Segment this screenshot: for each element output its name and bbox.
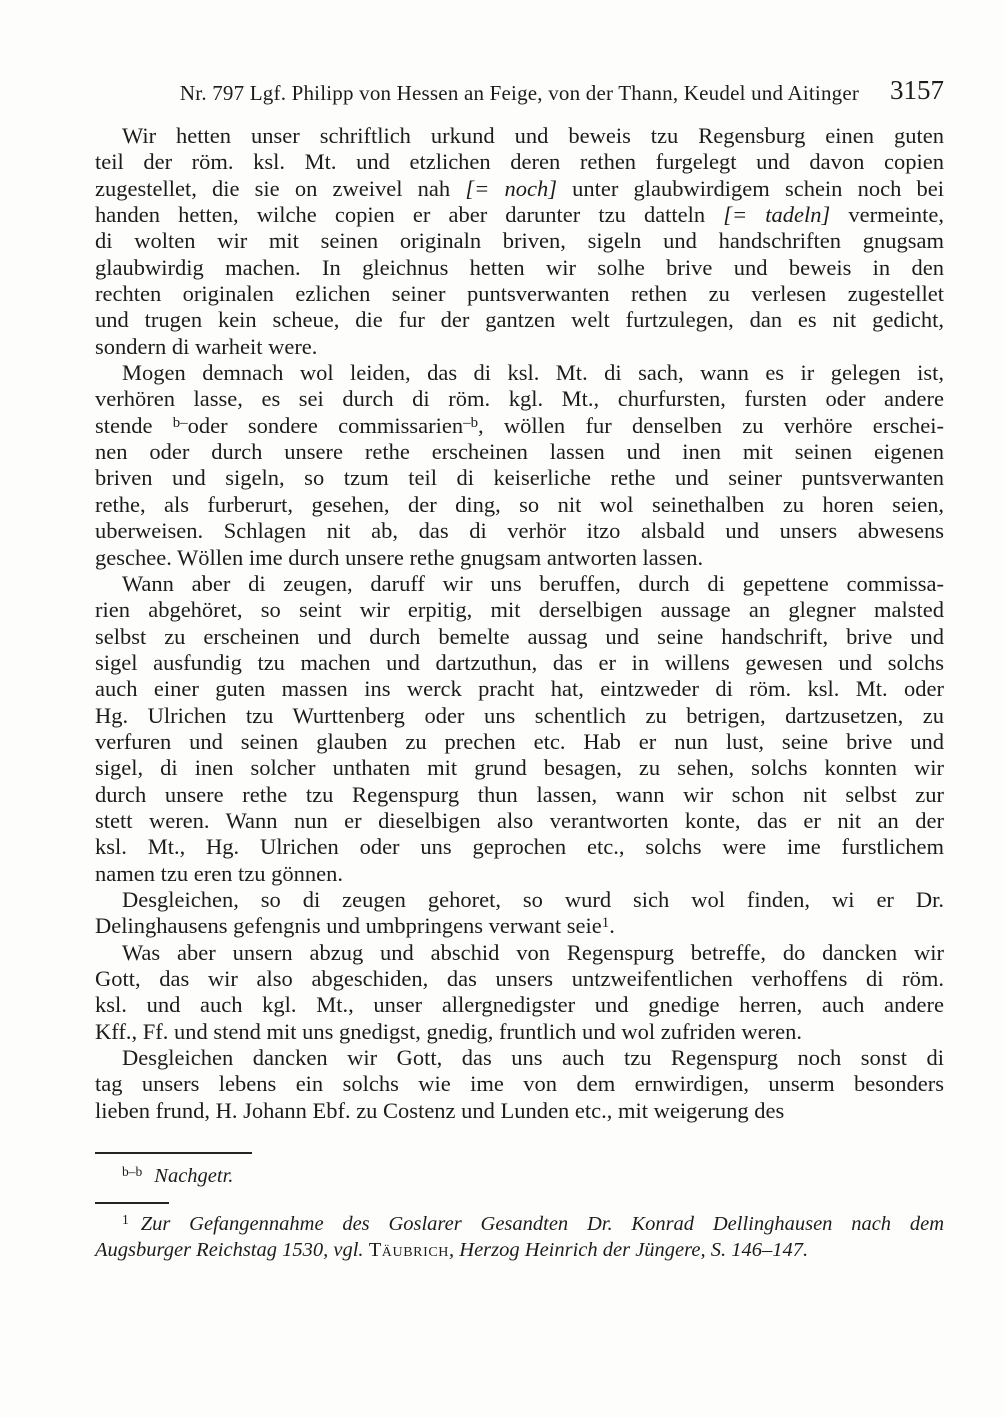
text-line bbox=[95, 861, 944, 887]
text-line bbox=[95, 624, 944, 650]
text-line bbox=[95, 123, 944, 149]
text-line bbox=[95, 992, 944, 1018]
text-segment: Desgleichen dancken wir Gott, das uns auch tzu Regenspurg noch sonst di bbox=[122, 1045, 944, 1071]
text-segment: sondern di warheit were. bbox=[95, 333, 318, 359]
text-segment: Desgleichen, so di zeugen gehoret, so wurd sich wol finden, wi er Dr. bbox=[122, 886, 944, 912]
text-line bbox=[95, 307, 944, 333]
text-segment: [= tadeln] bbox=[723, 202, 831, 228]
text-line bbox=[95, 1098, 944, 1124]
text-segment: , Herzog Heinrich der Jüngere, S. 146–147. bbox=[449, 1239, 809, 1261]
text-line bbox=[95, 518, 944, 544]
text-line bbox=[95, 386, 944, 412]
text-line bbox=[95, 360, 944, 386]
text-segment: handen hetten, wilche copien er aber darunter tzu datteln bbox=[95, 202, 724, 228]
text-line bbox=[95, 913, 944, 939]
paragraph bbox=[95, 360, 944, 571]
text-segment: ksl. und auch kgl. Mt., unser allergnedigster und gnedige herren, auch andere bbox=[95, 992, 944, 1018]
text-segment: selbst zu erscheinen und durch bemelte aussag und seine handschrift, brive und bbox=[95, 623, 944, 649]
footnote-marker: b–b bbox=[122, 1164, 143, 1180]
text-segment: ksl. Mt., Hg. Ulrichen oder uns geprochen etc., solchs were ime furstlichem bbox=[95, 834, 944, 860]
text-segment: stende bbox=[95, 412, 173, 438]
text-segment: zugestellet, die sie on zweivel nah bbox=[95, 175, 466, 201]
text-segment: uberweisen. Schlagen nit ab, das di verhör itzo alsbald und unsers abwesens bbox=[95, 518, 944, 544]
text-segment: Gott, das wir also abgeschiden, das unsers untzweifentlichen verhoffens di röm. bbox=[95, 966, 944, 991]
text-segment: oder sondere commissarien bbox=[187, 412, 464, 438]
text-segment: , wöllen fur denselben zu verhöre erschei- bbox=[478, 412, 945, 438]
text-segment: briven und sigeln, so tzum teil di keiserliche rethe und seiner puntsverwanten bbox=[95, 465, 944, 491]
footnote-marker: 1 bbox=[601, 915, 610, 932]
text-line bbox=[95, 255, 944, 281]
text-line bbox=[95, 1045, 944, 1071]
text-segment: Hg. Ulrichen tzu Wurttenberg oder uns schentlich zu betrigen, dartzusetzen, zu bbox=[95, 702, 944, 728]
text-segment: Mogen demnach wol leiden, das di ksl. Mt. di sach, wann es ir gelegen ist, bbox=[122, 360, 944, 386]
text-line bbox=[95, 281, 944, 307]
text-segment: stett weren. Wann nun er dieselbigen also verantworten konte, das er nit an der bbox=[95, 807, 944, 833]
paragraph bbox=[95, 123, 944, 360]
footnote-b bbox=[95, 1163, 944, 1189]
text-line bbox=[95, 1019, 944, 1045]
text-line bbox=[95, 887, 944, 913]
text-line bbox=[95, 1163, 944, 1189]
text-line bbox=[95, 676, 944, 702]
text-segment: teil der röm. ksl. Mt. und etzlichen deren rethen furgelegt und davon copien bbox=[95, 149, 944, 175]
page-number: 3157 bbox=[890, 75, 944, 105]
text-segment: Täubrich bbox=[368, 1239, 450, 1261]
text-segment: auch einer guten massen ins werck pracht hat, eintzweder di röm. ksl. Mt. oder bbox=[95, 676, 944, 702]
text-line bbox=[95, 650, 944, 676]
text-segment: . bbox=[609, 913, 615, 939]
text-segment: rethe, als furberurt, gesehen, der ding, so nit wol seinethalben zu horen seien, bbox=[95, 491, 944, 517]
text-line bbox=[95, 413, 944, 439]
text-segment: Delinghausens gefengnis und umbpringens verwant seie bbox=[95, 913, 602, 939]
running-title: Nr. 797 Lgf. Philipp von Hessen an Feige, von der Thann, Keudel und Aitinger bbox=[179, 81, 860, 105]
text-segment: rien abgehöret, so seint wir erpitig, mit derselbigen aussage an glegner malsted bbox=[95, 597, 944, 623]
text-segment: lieben frund, H. Johann Ebf. zu Costenz und Lunden etc., mit weigerung des bbox=[95, 1097, 785, 1123]
footnote-marker: b– bbox=[172, 414, 188, 431]
text-line bbox=[95, 966, 944, 992]
text-line bbox=[95, 1237, 944, 1263]
text-segment: unter glaubwirdigem schein noch bei bbox=[556, 175, 945, 201]
text-segment: Kff., Ff. und stend mit uns gnedigst, gnedig, fruntlich und wol zufriden weren. bbox=[95, 1018, 802, 1044]
footnote-marker: –b bbox=[463, 414, 478, 431]
text-line bbox=[95, 439, 944, 465]
text-line bbox=[95, 492, 944, 518]
text-segment: verfuren und seinen glauben zu prechen etc. Hab er nun lust, seine brive und bbox=[95, 728, 944, 754]
text-line bbox=[95, 571, 944, 597]
text-line bbox=[95, 1211, 944, 1237]
text-segment: Augsburger Reichstag 1530, vgl. bbox=[95, 1239, 369, 1261]
text-line bbox=[95, 597, 944, 623]
text-segment: tag unsers lebens ein solchs wie ime von dem ernwirdigen, unserm besonders bbox=[95, 1071, 944, 1097]
text-line bbox=[95, 228, 944, 254]
text-segment: di wolten wir mit seinen originaln briven, sigeln und handschriften gnugsam bbox=[95, 228, 944, 254]
text-segment: Nachgetr. bbox=[154, 1165, 234, 1187]
text-segment: sigel ausfundig tzu machen und dartzuthun, das er in willens gewesen und solchs bbox=[95, 649, 944, 675]
text-line bbox=[95, 940, 944, 966]
text-segment: verhören lasse, es sei durch di röm. kgl. Mt., churfursten, fursten oder andere bbox=[95, 386, 944, 412]
text-segment: namen tzu eren tzu gönnen. bbox=[95, 860, 344, 886]
text-line bbox=[95, 782, 944, 808]
footnote-separator-1 bbox=[95, 1202, 169, 1204]
text-segment: Zur Gefangennahme des Goslarer Gesandten Dr. Konrad Dellinghausen nach dem bbox=[140, 1213, 944, 1235]
text-segment: Wir hetten unser schriftlich urkund und beweis tzu Regensburg einen guten bbox=[122, 123, 944, 148]
text-line bbox=[95, 149, 944, 175]
text-segment: vermeinte, bbox=[830, 202, 944, 228]
text-line bbox=[95, 465, 944, 491]
page-header bbox=[95, 75, 944, 111]
paragraph bbox=[95, 571, 944, 887]
text-segment: glaubwirdig machen. In gleichnus hetten wir solhe brive und beweis in den bbox=[95, 254, 944, 280]
text-segment: rechten originalen ezlichen seiner puntsverwanten rethen zu verlesen zugestellet bbox=[95, 281, 944, 307]
text-line bbox=[95, 834, 944, 860]
text-line bbox=[95, 703, 944, 729]
text-line bbox=[95, 334, 944, 360]
text-segment: [= noch] bbox=[465, 175, 557, 201]
text-segment: Was aber unsern abzug und abschid von Regenspurg betreffe, do dancken wir bbox=[122, 939, 944, 965]
text-segment: durch unsere rethe tzu Regenspurg thun lassen, wann wir schon nit selbst zur bbox=[95, 781, 944, 807]
text-line bbox=[95, 545, 944, 571]
text-line bbox=[95, 176, 944, 202]
text-line bbox=[95, 202, 944, 228]
footnote-1 bbox=[95, 1211, 944, 1263]
paragraph bbox=[95, 887, 944, 940]
footnote-marker: 1 bbox=[122, 1212, 129, 1228]
text-line bbox=[95, 808, 944, 834]
text-segment: geschee. Wöllen ime durch unsere rethe gnugsam antworten lassen. bbox=[95, 544, 704, 570]
paragraph bbox=[95, 940, 944, 1045]
text-line bbox=[95, 729, 944, 755]
text-line bbox=[95, 755, 944, 781]
letter-body bbox=[95, 123, 944, 1124]
text-segment: nen oder durch unsere rethe erscheinen lassen und inen mit seinen eigenen bbox=[95, 439, 944, 465]
footnotes-section bbox=[95, 1152, 944, 1263]
paragraph bbox=[95, 1045, 944, 1124]
text-segment: sigel, di inen solcher unthaten mit grund besagen, zu sehen, solchs konnten wir bbox=[95, 755, 944, 781]
text-segment: und trugen kein scheue, die fur der gantzen welt furtzulegen, dan es nit gedicht, bbox=[95, 307, 944, 333]
text-line bbox=[95, 1071, 944, 1097]
footnote-separator-b bbox=[95, 1152, 252, 1154]
text-segment: Wann aber di zeugen, daruff wir uns beruffen, durch di gepettene commissa- bbox=[122, 570, 944, 596]
